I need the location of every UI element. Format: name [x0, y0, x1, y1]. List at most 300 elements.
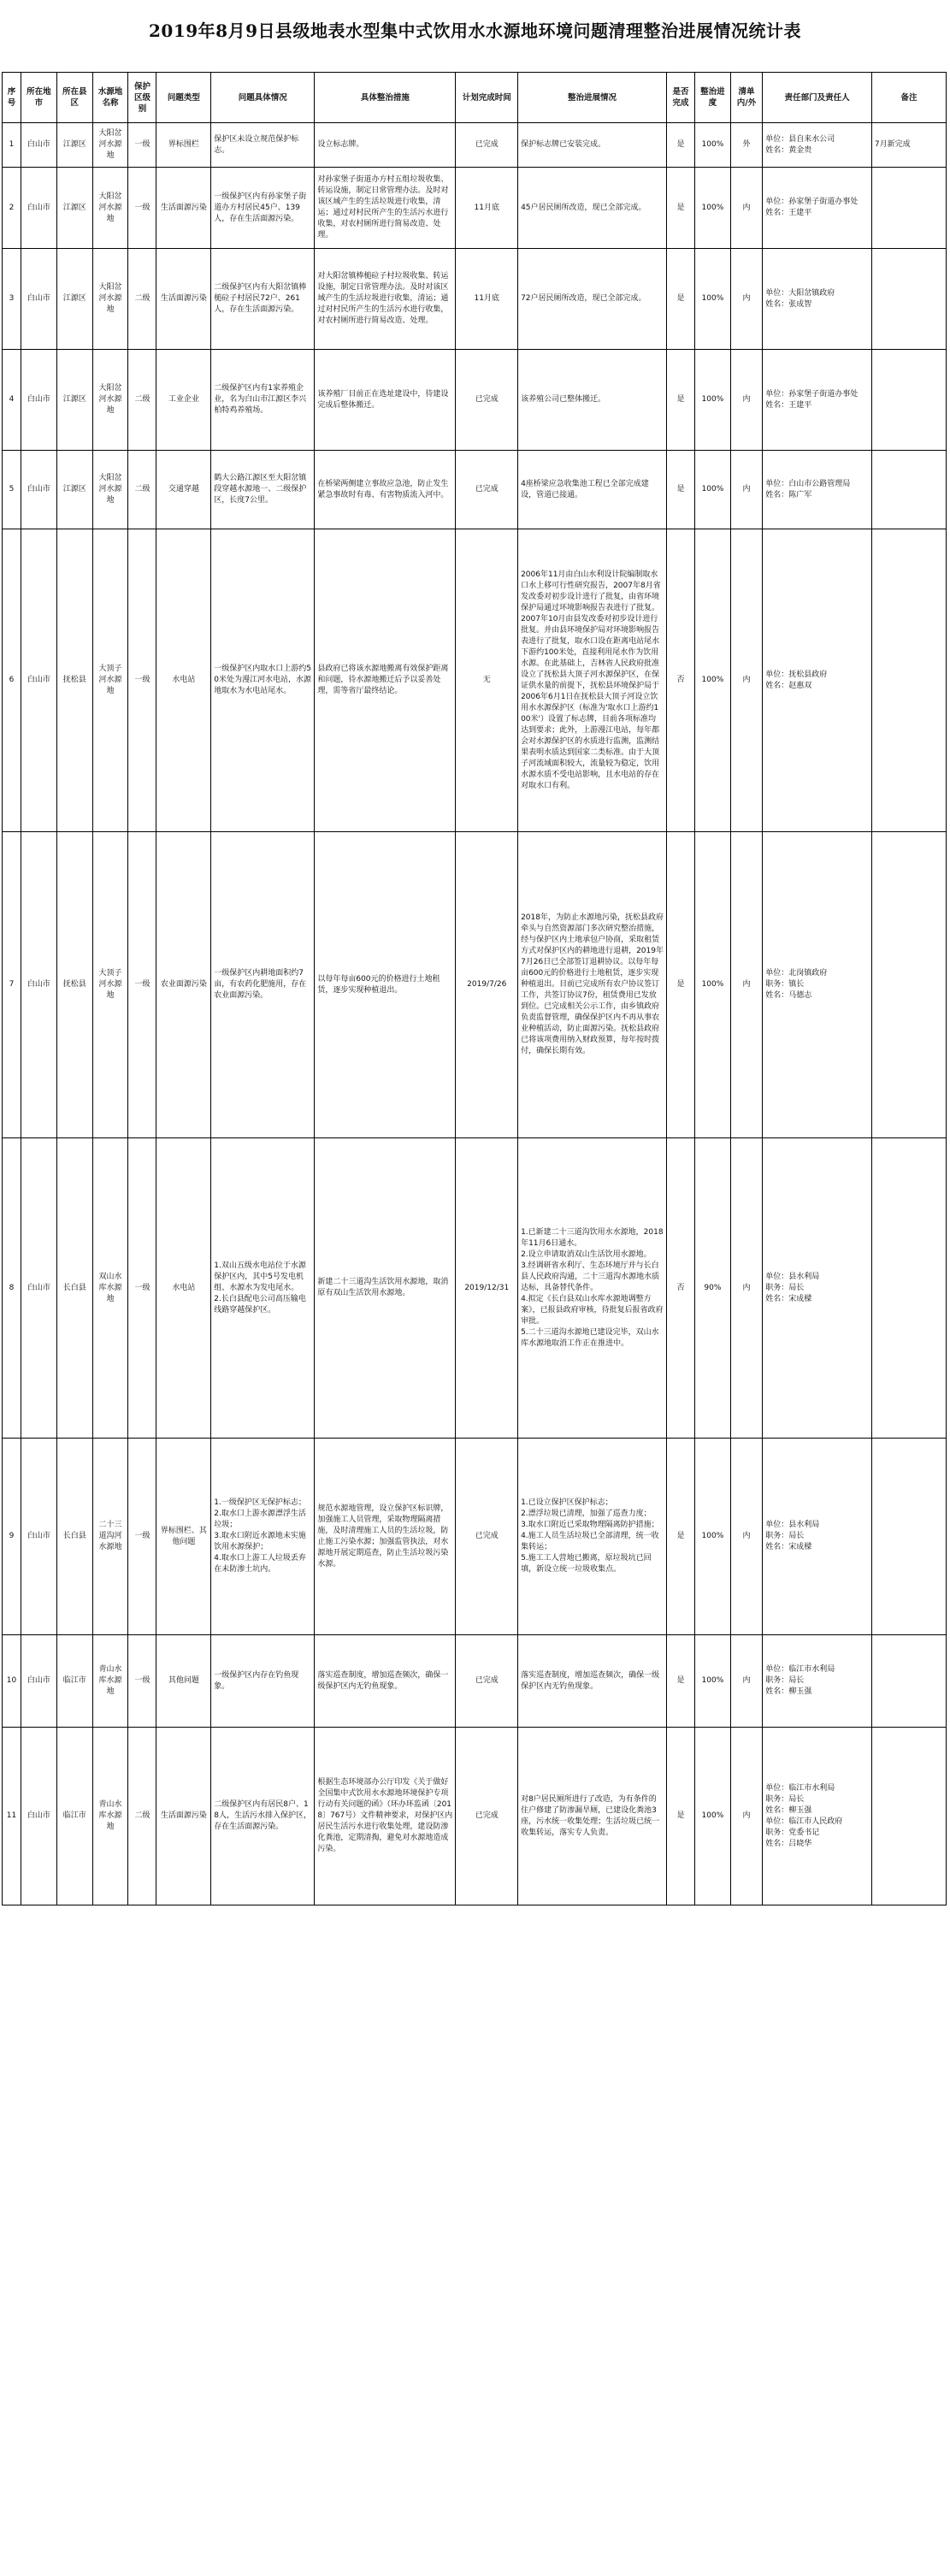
planned-completion-cell — [456, 529, 518, 832]
water-source-cell — [92, 1635, 128, 1728]
progress-detail-cell-text: 落实巡查制度，增加巡查频次，确保一级保护区内无钓鱼现象。 — [521, 1670, 660, 1691]
row-number-text: 8 — [9, 1283, 15, 1292]
row-number-text: 10 — [6, 1676, 17, 1685]
progress-detail-cell-text: 2018年，为防止水源地污染，抚松县政府牵头与自然资源部门多次研究整治措施，经与保护区内土地承包户协商，采取租赁方式对保护区内的耕地进行退耕，2019年7月26日已全部签订退耕协议。以每年每亩600元的价格进行土地租赁，逐步实现种植退出。目前已完成所有农户协议签订工作，共签订协议7份，租赁费用已发放到位。已完成相关公示工作，由乡镇政府负责监督管理，确保保护区内不再从事农业种植活动，防止面源污染。抚松县政府已将该项费用纳入财政预算，每年按时拨付，确保长期有效。 — [521, 913, 664, 1055]
responsible-cell — [763, 123, 872, 168]
measure-cell — [315, 1439, 456, 1635]
in-list-cell — [730, 168, 762, 249]
measure-cell — [315, 529, 456, 832]
water-source-cell-text: 大阳岔河水源地 — [98, 283, 122, 314]
responsible-cell — [763, 529, 872, 832]
table-row — [3, 168, 947, 249]
progress-detail-cell-text: 72户居民厕所改造，现已全部完成。 — [521, 294, 646, 303]
county-cell-text: 临江市 — [62, 1811, 86, 1820]
row-number-text: 4 — [9, 395, 15, 404]
issue-detail-cell — [211, 350, 315, 451]
planned-completion-cell-text: 无 — [482, 676, 491, 684]
header-cell: 备注 — [871, 73, 946, 123]
progress-detail-cell — [518, 249, 667, 350]
progress-percent-cell-text: 100% — [701, 1811, 724, 1820]
water-source-cell — [92, 168, 128, 249]
planned-completion-cell-text: 已完成 — [475, 1811, 499, 1820]
progress-percent-cell-text: 100% — [701, 676, 724, 684]
in-list-cell-text: 内 — [742, 676, 751, 684]
water-source-cell-text: 青山水库水源地 — [98, 1665, 122, 1696]
progress-percent-cell-text: 100% — [701, 294, 724, 303]
water-source-cell-text: 大阳岔河水源地 — [98, 474, 122, 505]
responsible-cell — [763, 1138, 872, 1439]
progress-percent-cell — [695, 1138, 731, 1439]
city-cell — [21, 123, 57, 168]
measure-cell-text: 落实巡查制度，增加巡查频次，确保一级保护区内无钓鱼现象。 — [317, 1670, 449, 1691]
completed-flag-cell — [666, 451, 694, 529]
measure-cell — [315, 350, 456, 451]
header-cell: 具体整治措施 — [315, 73, 456, 123]
header-cell: 计划完成时间 — [456, 73, 518, 123]
measure-cell — [315, 249, 456, 350]
protection-level-cell-text: 一级 — [134, 203, 150, 212]
issue-type-cell-text: 界标围栏 — [168, 140, 199, 149]
in-list-cell — [730, 529, 762, 832]
issue-type-cell — [156, 1635, 211, 1728]
table-body — [3, 123, 947, 1905]
measure-cell-text: 在桥梁两侧建立事故应急池，防止发生紧急事故时有毒、有害物质流入河中。 — [317, 479, 449, 499]
row-number-text: 11 — [6, 1811, 17, 1820]
completed-flag-cell-text: 是 — [676, 294, 685, 303]
water-source-cell — [92, 350, 128, 451]
remark-cell — [871, 350, 946, 451]
protection-level-cell-text: 二级 — [134, 395, 150, 404]
completed-flag-cell-text: 是 — [676, 980, 685, 989]
table-row — [3, 350, 947, 451]
issue-detail-cell — [211, 168, 315, 249]
water-source-cell — [92, 249, 128, 350]
table-row — [3, 123, 947, 168]
county-cell-text: 长白县 — [62, 1283, 86, 1292]
county-cell — [56, 249, 92, 350]
county-cell — [56, 1439, 92, 1635]
issue-detail-cell-text: 二级保护区内有居民8户、18人，生活污水排入保护区，存在生活面源污染。 — [214, 1800, 312, 1831]
progress-percent-cell-text: 100% — [701, 980, 724, 989]
progress-percent-cell-text: 90% — [704, 1283, 722, 1292]
city-cell — [21, 1635, 57, 1728]
header-cell: 整治进度 — [695, 73, 731, 123]
planned-completion-cell — [456, 1439, 518, 1635]
issue-detail-cell — [211, 1635, 315, 1728]
measure-cell-text: 对大阳岔镇棒槌砬子村垃圾收集、转运设施，制定日常管理办法。及时对该区域产生的生活垃圾进行收集，清运；通过对村民所产生的生活污水进行收集，对农村厕所进行简易改造、处理。 — [317, 272, 449, 325]
progress-percent-cell-text: 100% — [701, 1532, 724, 1540]
planned-completion-cell-text: 已完成 — [475, 1676, 499, 1685]
progress-detail-cell-text: 对8户居民厕所进行了改造，为有条件的住户修建了防渗漏旱厕，已建设化粪池3座，污水统一收集处理；生活垃圾已统一收集转运，落实专人负责。 — [521, 1794, 660, 1837]
in-list-cell — [730, 832, 762, 1138]
water-source-cell — [92, 1439, 128, 1635]
progress-percent-cell-text: 100% — [701, 1676, 724, 1685]
header-cell: 所在县区 — [56, 73, 92, 123]
progress-percent-cell — [695, 451, 731, 529]
city-cell — [21, 1439, 57, 1635]
row-number — [3, 123, 21, 168]
issue-type-cell-text: 生活面源污染 — [160, 294, 207, 303]
issue-type-cell — [156, 123, 211, 168]
in-list-cell-text: 内 — [742, 485, 751, 493]
county-cell-text: 抚松县 — [62, 980, 86, 989]
responsible-cell — [763, 1728, 872, 1905]
progress-percent-cell — [695, 832, 731, 1138]
in-list-cell — [730, 123, 762, 168]
water-source-cell — [92, 123, 128, 168]
table-row — [3, 1138, 947, 1439]
county-cell — [56, 451, 92, 529]
completed-flag-cell — [666, 350, 694, 451]
issue-type-cell — [156, 1138, 211, 1439]
completed-flag-cell-text: 是 — [676, 140, 685, 149]
water-source-cell — [92, 529, 128, 832]
measure-cell — [315, 1728, 456, 1905]
issue-type-cell-text: 农业面源污染 — [160, 980, 207, 989]
planned-completion-cell-text: 2019/12/31 — [464, 1283, 510, 1292]
protection-level-cell — [128, 1728, 156, 1905]
county-cell-text: 临江市 — [62, 1676, 86, 1685]
water-source-cell-text: 双山水库水源地 — [98, 1272, 122, 1303]
responsible-cell-text: 单位：白山市公路管理局 姓名：陈广军 — [765, 479, 851, 499]
row-number-text: 1 — [9, 140, 15, 149]
city-cell-text: 白山市 — [27, 1811, 50, 1820]
county-cell-text: 江源区 — [62, 140, 86, 149]
progress-detail-cell — [518, 451, 667, 529]
county-cell — [56, 123, 92, 168]
issue-detail-cell-text: 二级保护区内有大阳岔镇棒槌砬子村居民72户、261人，存在生活面源污染。 — [214, 283, 307, 314]
county-cell-text: 长白县 — [62, 1532, 86, 1540]
planned-completion-cell-text: 2019/7/26 — [467, 980, 507, 989]
in-list-cell-text: 内 — [742, 1283, 751, 1292]
water-source-cell-text: 青山水库水源地 — [98, 1800, 122, 1831]
issue-detail-cell-text: 1.一级保护区无保护标志； 2.取水口上游水源漂浮生活垃圾； 3.取水口附近水源地未实施饮用水源保护； 4.取水口上游工人垃圾丢弃在未防渗土坑内。 — [214, 1498, 306, 1574]
progress-detail-cell — [518, 1728, 667, 1905]
city-cell — [21, 350, 57, 451]
completed-flag-cell — [666, 1635, 694, 1728]
protection-level-cell — [128, 1138, 156, 1439]
water-source-cell — [92, 1138, 128, 1439]
protection-level-cell — [128, 529, 156, 832]
header-cell: 水源地名称 — [92, 73, 128, 123]
progress-percent-cell-text: 100% — [701, 140, 724, 149]
issue-detail-cell-text: 鹤大公路江源区至大阳岔镇段穿越水源地一、二级保护区，长度7公里。 — [214, 474, 307, 505]
county-cell — [56, 350, 92, 451]
planned-completion-cell — [456, 1138, 518, 1439]
responsible-cell — [763, 1439, 872, 1635]
row-number-text: 5 — [9, 485, 15, 493]
responsible-cell-text: 单位：县自来水公司 姓名：黄金贵 — [765, 134, 835, 155]
planned-completion-cell — [456, 451, 518, 529]
responsible-cell — [763, 168, 872, 249]
remark-cell — [871, 1439, 946, 1635]
table-row — [3, 451, 947, 529]
responsible-cell-text: 单位：抚松县政府 姓名：赵惠双 — [765, 670, 828, 690]
header-cell: 所在地市 — [21, 73, 57, 123]
responsible-cell-text: 单位：大阳岔镇政府 姓名：张成智 — [765, 288, 835, 309]
row-number-text: 9 — [9, 1532, 15, 1540]
measure-cell-text: 新建二十三道沟生活饮用水源地，取消原有双山生活饮用水源地。 — [317, 1278, 449, 1297]
protection-level-cell — [128, 451, 156, 529]
progress-detail-cell-text: 保护标志牌已安装完成。 — [521, 140, 606, 149]
in-list-cell — [730, 1635, 762, 1728]
progress-detail-cell — [518, 832, 667, 1138]
in-list-cell-text: 外 — [742, 140, 751, 149]
progress-percent-cell-text: 100% — [701, 395, 724, 404]
completed-flag-cell — [666, 529, 694, 832]
row-number-text: 7 — [9, 980, 15, 989]
completed-flag-cell — [666, 1439, 694, 1635]
issue-detail-cell-text: 二级保护区内有1家养殖企业，名为白山市江源区李兴柏特鸡养殖场。 — [214, 384, 307, 415]
in-list-cell-text: 内 — [742, 1532, 751, 1540]
city-cell — [21, 832, 57, 1138]
measure-cell — [315, 451, 456, 529]
row-number-text: 3 — [9, 294, 15, 303]
completed-flag-cell-text: 否 — [676, 676, 685, 684]
progress-percent-cell — [695, 249, 731, 350]
measure-cell-text: 规范水源地管理，设立保护区标识牌，加强施工人员管理，采取物理隔离措施，及时清理施工人员的生活垃圾，防止施工污染水源；加强监管执法，对水源地开展定期巡查，防止生活垃圾污染水源。 — [317, 1504, 449, 1569]
issue-type-cell — [156, 529, 211, 832]
in-list-cell-text: 内 — [742, 1676, 751, 1685]
protection-level-cell-text: 一级 — [134, 676, 150, 684]
progress-detail-cell — [518, 1439, 667, 1635]
table-row — [3, 832, 947, 1138]
remark-cell — [871, 249, 946, 350]
planned-completion-cell — [456, 350, 518, 451]
planned-completion-cell — [456, 249, 518, 350]
measure-cell — [315, 123, 456, 168]
issue-type-cell-text: 交通穿越 — [168, 485, 199, 493]
header-cell: 责任部门及责任人 — [763, 73, 872, 123]
city-cell-text: 白山市 — [27, 1283, 50, 1292]
county-cell-text: 江源区 — [62, 294, 86, 303]
completed-flag-cell — [666, 168, 694, 249]
row-number — [3, 1138, 21, 1439]
protection-level-cell — [128, 168, 156, 249]
remark-cell — [871, 832, 946, 1138]
row-number — [3, 529, 21, 832]
responsible-cell — [763, 832, 872, 1138]
city-cell-text: 白山市 — [27, 1532, 50, 1540]
issue-detail-cell-text: 一级保护区内存在钓鱼现象。 — [214, 1670, 299, 1691]
progress-percent-cell — [695, 1635, 731, 1728]
water-source-cell — [92, 832, 128, 1138]
issue-type-cell-text: 工业企业 — [168, 395, 199, 404]
responsible-cell-text: 单位：临江市水利局 职务：局长 姓名：柳玉强 — [765, 1665, 835, 1696]
progress-percent-cell — [695, 1728, 731, 1905]
issue-type-cell — [156, 1728, 211, 1905]
row-number — [3, 1635, 21, 1728]
county-cell-text: 抚松县 — [62, 676, 86, 684]
in-list-cell-text: 内 — [742, 395, 751, 404]
planned-completion-cell-text: 已完成 — [475, 140, 499, 149]
header-cell: 保护区级别 — [128, 73, 156, 123]
issue-type-cell — [156, 832, 211, 1138]
progress-detail-cell — [518, 1138, 667, 1439]
issue-type-cell-text: 水电站 — [172, 1283, 196, 1292]
progress-detail-cell-text: 4座桥梁应急收集池工程已全部完成建设，管道已接通。 — [521, 479, 649, 499]
in-list-cell — [730, 249, 762, 350]
row-number — [3, 451, 21, 529]
header-cell: 清单内/外 — [730, 73, 762, 123]
measure-cell — [315, 1138, 456, 1439]
water-source-cell-text: 二十三道沟河水源地 — [98, 1521, 122, 1551]
planned-completion-cell-text: 已完成 — [475, 1532, 499, 1540]
completed-flag-cell-text: 否 — [676, 1283, 685, 1292]
progress-percent-cell-text: 100% — [701, 203, 724, 212]
protection-level-cell-text: 一级 — [134, 980, 150, 989]
measure-cell — [315, 1635, 456, 1728]
in-list-cell-text: 内 — [742, 980, 751, 989]
completed-flag-cell-text: 是 — [676, 1676, 685, 1685]
measure-cell — [315, 832, 456, 1138]
county-cell-text: 江源区 — [62, 203, 86, 212]
progress-percent-cell — [695, 1439, 731, 1635]
measure-cell-text: 县政府已将该水源地搬离有效保护距离和问题，待水源地搬迁后予以妥善处理，需等省厅最终结论。 — [317, 665, 449, 695]
issue-detail-cell — [211, 249, 315, 350]
responsible-cell-text: 单位：县水利局 职务：局长 姓名：宋成樑 — [765, 1272, 820, 1303]
protection-level-cell-text: 二级 — [134, 294, 150, 303]
progress-percent-cell — [695, 350, 731, 451]
issue-type-cell — [156, 249, 211, 350]
progress-detail-cell-text: 1.已新建二十三道沟饮用水水源地，2018年11月6日通水。 2.设立申请取消双山生活饮用水源地。 3.经调研省水利厅、生态环境厅并与长白县人民政府沟通，二十三道沟水源地水质达标，具备替代条件。 4.拟定《长白县双山水库水源地调整方案》，已报县政府审核，待批复后报省政府审批。 5.二十三道沟水源地已建设完毕，双山水库水源地取消工作正在推进中。 — [521, 1227, 664, 1348]
completed-flag-cell-text: 是 — [676, 485, 685, 493]
progress-detail-cell-text: 1.已设立保护区保护标志； 2.漂浮垃圾已清理，加强了巡查力度； 3.取水口附近已采取物理隔离防护措施； 4.施工人员生活垃圾已全部清理，统一收集转运； 5.施工工人营地已搬离，原垃圾坑已回填，新设立统一垃圾收集点。 — [521, 1498, 659, 1574]
planned-completion-cell-text: 已完成 — [475, 485, 499, 493]
table-row — [3, 1635, 947, 1728]
responsible-cell-text: 单位：孙家堡子街道办事处 姓名：王建平 — [765, 198, 859, 217]
city-cell-text: 白山市 — [27, 1676, 50, 1685]
protection-level-cell — [128, 1635, 156, 1728]
progress-detail-cell — [518, 350, 667, 451]
planned-completion-cell-text: 11月底 — [474, 294, 499, 303]
progress-percent-cell-text: 100% — [701, 485, 724, 493]
city-cell — [21, 451, 57, 529]
measure-cell-text: 设立标志牌。 — [317, 140, 364, 149]
city-cell — [21, 168, 57, 249]
responsible-cell — [763, 451, 872, 529]
responsible-cell — [763, 249, 872, 350]
issue-type-cell-text: 其他问题 — [168, 1676, 199, 1685]
rectification-table — [2, 72, 947, 1905]
planned-completion-cell — [456, 832, 518, 1138]
measure-cell-text: 对孙家堡子街道办方村五组垃圾收集、转运设施，制定日常管理办法。及时对该区域产生的生活垃圾进行收集，清运；通过对村民所产生的生活污水进行收集，对农村厕所进行简易改造、处理。 — [317, 175, 449, 239]
protection-level-cell-text: 一级 — [134, 1283, 150, 1292]
in-list-cell — [730, 1138, 762, 1439]
remark-cell — [871, 529, 946, 832]
city-cell-text: 白山市 — [27, 676, 50, 684]
completed-flag-cell-text: 是 — [676, 203, 685, 212]
row-number — [3, 350, 21, 451]
issue-detail-cell-text: 一级保护区内有孙家堡子街道办方村居民45户、139人，存在生活面源污染。 — [214, 192, 307, 223]
county-cell-text: 江源区 — [62, 395, 86, 404]
protection-level-cell — [128, 1439, 156, 1635]
city-cell-text: 白山市 — [27, 294, 50, 303]
city-cell-text: 白山市 — [27, 980, 50, 989]
progress-detail-cell-text: 2006年11月由白山水利设计院编制取水口水上移可行性研究报告，2007年8月省发改委对初步设计进行了批复，由省环境保护局通过环境影响报告表进行了批复。2007年10月由县发改委对初步设计进行批复。并由县环境保护局对环境影响报告表进行了批复，取水口设在距离电站尾水下游约100米处，直接利用尾水作为饮用水源。在此基础上，吉林省人民政府批准设立了抚松县大顶子河水源保护区，在保证供水量的前提下，抚松县环境保护局于2006年6月1日在抚松县大顶子河设立饮用水水源保护区（标准为'取水口上游约100米'）设置了标志牌，目前各项标准均达到要求；此外，上游漫江电站，每年都会对水源保护区的水质进行监测，监测结果表明水质达到国家二类标准。由于大顶子河流域面积较大，流量较为稳定，饮用水源水质不受电站影响，且水电站的存在对取水口有利。 — [521, 570, 661, 790]
water-source-cell-text: 大阳岔河水源地 — [98, 192, 122, 223]
planned-completion-cell-text: 11月底 — [474, 203, 499, 212]
city-cell — [21, 1728, 57, 1905]
protection-level-cell-text: 一级 — [134, 1676, 150, 1685]
protection-level-cell — [128, 832, 156, 1138]
issue-detail-cell — [211, 832, 315, 1138]
progress-detail-cell — [518, 529, 667, 832]
in-list-cell-text: 内 — [742, 203, 751, 212]
county-cell — [56, 832, 92, 1138]
completed-flag-cell-text: 是 — [676, 1811, 685, 1820]
planned-completion-cell-text: 已完成 — [475, 395, 499, 404]
protection-level-cell-text: 一级 — [134, 140, 150, 149]
issue-type-cell-text: 生活面源污染 — [160, 203, 207, 212]
issue-type-cell — [156, 1439, 211, 1635]
responsible-cell-text: 单位：临江市水利局 职务：局长 姓名：柳玉强 单位：临江市人民政府 职务：党委书记 姓名：吕晓华 — [765, 1783, 843, 1848]
remark-cell — [871, 1728, 946, 1905]
table-row — [3, 1439, 947, 1635]
measure-cell — [315, 168, 456, 249]
measure-cell-text: 以每年每亩600元的价格进行土地租赁，逐步实现种植退出。 — [317, 974, 440, 995]
issue-detail-cell — [211, 1439, 315, 1635]
completed-flag-cell — [666, 1728, 694, 1905]
completed-flag-cell-text: 是 — [676, 395, 685, 404]
water-source-cell-text: 大顶子河水源地 — [98, 969, 122, 1000]
issue-type-cell — [156, 168, 211, 249]
city-cell — [21, 529, 57, 832]
row-number-text: 2 — [9, 203, 15, 212]
responsible-cell — [763, 350, 872, 451]
county-cell — [56, 529, 92, 832]
progress-detail-cell — [518, 1635, 667, 1728]
issue-detail-cell — [211, 529, 315, 832]
issue-detail-cell — [211, 451, 315, 529]
remark-cell — [871, 1138, 946, 1439]
row-number — [3, 168, 21, 249]
city-cell — [21, 1138, 57, 1439]
header-row — [3, 73, 947, 123]
issue-type-cell — [156, 350, 211, 451]
issue-detail-cell — [211, 123, 315, 168]
county-cell — [56, 1138, 92, 1439]
remark-cell-text: 7月新完成 — [874, 140, 911, 149]
completed-flag-cell — [666, 249, 694, 350]
progress-detail-cell — [518, 168, 667, 249]
issue-type-cell — [156, 451, 211, 529]
in-list-cell — [730, 350, 762, 451]
row-number — [3, 832, 21, 1138]
protection-level-cell — [128, 123, 156, 168]
remark-cell — [871, 1635, 946, 1728]
remark-cell — [871, 168, 946, 249]
city-cell-text: 白山市 — [27, 485, 50, 493]
progress-percent-cell — [695, 529, 731, 832]
protection-level-cell — [128, 249, 156, 350]
table-row — [3, 529, 947, 832]
issue-detail-cell — [211, 1138, 315, 1439]
header-cell: 整治进展情况 — [518, 73, 667, 123]
city-cell-text: 白山市 — [27, 140, 50, 149]
issue-type-cell-text: 水电站 — [172, 676, 196, 684]
protection-level-cell-text: 二级 — [134, 485, 150, 493]
row-number — [3, 1439, 21, 1635]
progress-percent-cell — [695, 123, 731, 168]
responsible-cell-text: 单位：孙家堡子街道办事处 姓名：王建平 — [765, 389, 859, 410]
issue-detail-cell-text: 1.双山五级水电站位于水源保护区内，其中5号发电机组、水源水为发电尾水。 2.长白县配电公司高压输电线路穿越保护区。 — [214, 1261, 306, 1315]
document-title: 2019年8月9日县级地表水型集中式饮用水水源地环境问题清理整治进展情况统计表 — [149, 21, 801, 41]
in-list-cell — [730, 1728, 762, 1905]
county-cell — [56, 1635, 92, 1728]
header-cell: 是否完成 — [666, 73, 694, 123]
planned-completion-cell — [456, 1728, 518, 1905]
